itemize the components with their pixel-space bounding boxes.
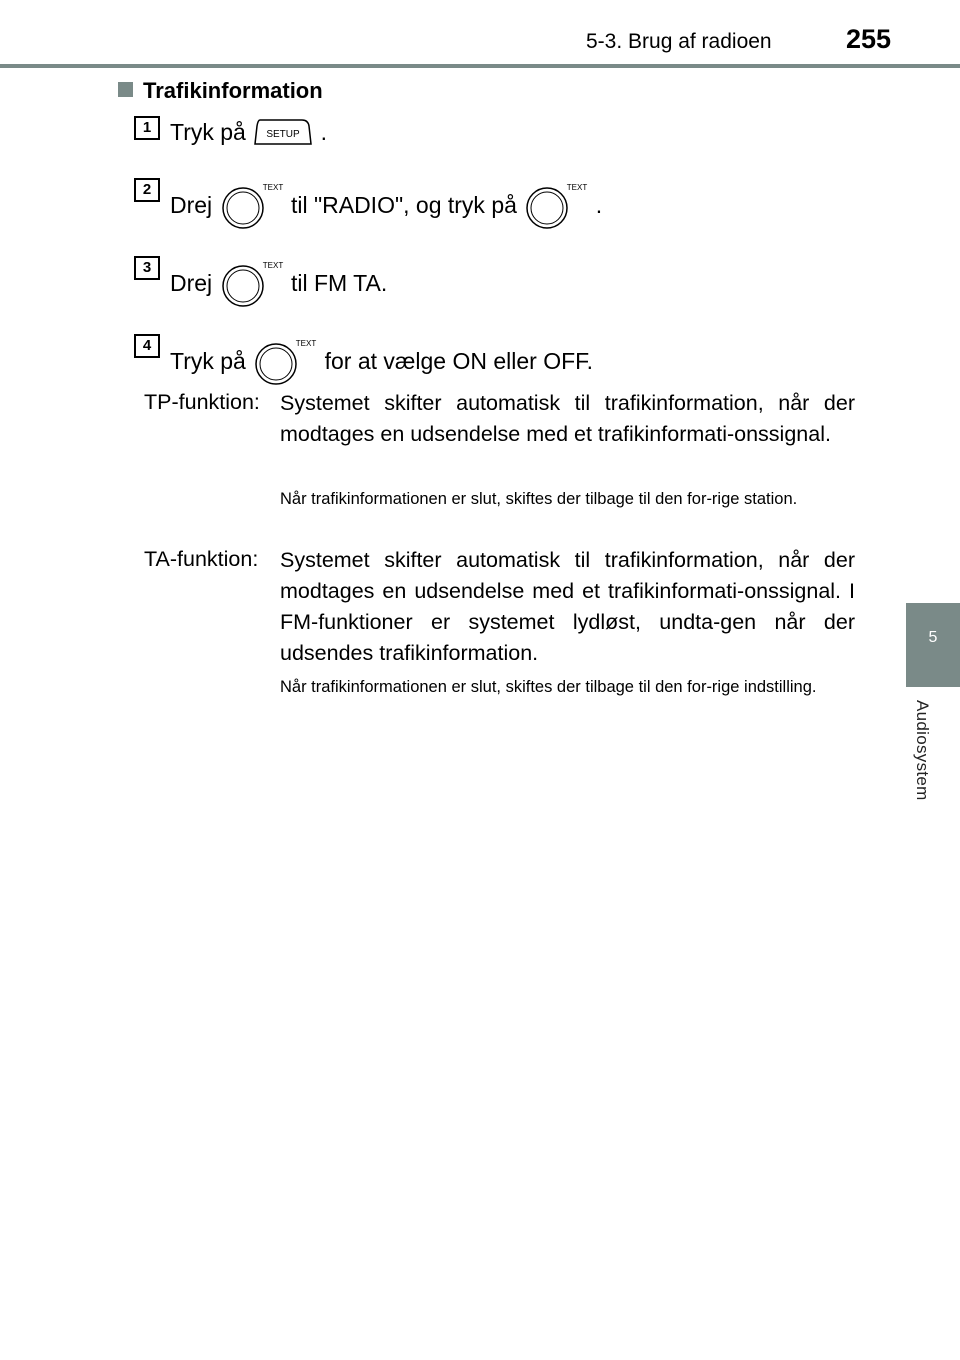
step-instruction [170, 116, 327, 148]
definition-body-tp: Systemet skifter automatisk til trafikinformation, når der modtages en udsendelse med et trafikinformati-onssignal. [280, 391, 855, 446]
page-number: 255 [846, 24, 892, 54]
step-text: for at vælge ON eller OFF. [324, 348, 594, 374]
tune-knob-icon [219, 180, 285, 230]
definition-term-tp: TP-funktion: [144, 390, 260, 414]
chapter-label: Audiosystem [913, 700, 932, 801]
step-number-badge: 3 [134, 256, 160, 280]
tune-knob-icon [252, 336, 318, 386]
definition-term-ta: TA-funktion: [144, 547, 259, 571]
step-number-badge: 1 [134, 116, 160, 140]
step-text: til FM TA. [290, 270, 388, 296]
definition-note-ta: Når trafikinformationen er slut, skiftes der tilbage til den for-rige indstilling. [280, 678, 817, 696]
step-text: Drej [170, 270, 213, 296]
step-text: Tryk på [170, 348, 246, 374]
chapter-number: 5 [928, 629, 938, 646]
chapter-tab [906, 603, 960, 687]
step-instruction [170, 180, 602, 230]
step-text: til "RADIO", og tryk på [290, 192, 517, 218]
step-text: . [595, 192, 603, 218]
section-heading-text: Trafikinformation [143, 78, 323, 103]
step-instruction [170, 336, 593, 386]
step-number-badge: 2 [134, 178, 160, 202]
step-text: . [320, 119, 327, 145]
knob-label: TEXT [262, 261, 283, 270]
step-instruction [170, 258, 387, 308]
tune-knob-icon [219, 258, 285, 308]
step-text: Tryk på [170, 119, 246, 145]
definition-body-ta: Systemet skifter automatisk til trafikinformation, når der modtages en udsendelse med et trafikinformati-onssignal. I FM-funktioner er systemet lydløst, undta-gen når der udsendes trafikinformation. [280, 548, 855, 665]
knob-label: TEXT [567, 183, 588, 192]
header-rule [0, 64, 960, 68]
definition-note-tp: Når trafikinformationen er slut, skiftes der tilbage til den for-rige station. [280, 490, 798, 508]
knob-label: TEXT [295, 339, 317, 348]
setup-button-icon [252, 116, 314, 148]
step-text: Drej [170, 192, 213, 218]
tune-knob-icon [523, 180, 589, 230]
setup-button-label: SETUP [266, 129, 300, 140]
header-section-title: 5-3. Brug af radioen [586, 30, 772, 53]
knob-label: TEXT [262, 183, 283, 192]
section-heading [118, 78, 323, 104]
step-number-badge: 4 [134, 334, 160, 358]
square-bullet-icon [118, 82, 133, 97]
